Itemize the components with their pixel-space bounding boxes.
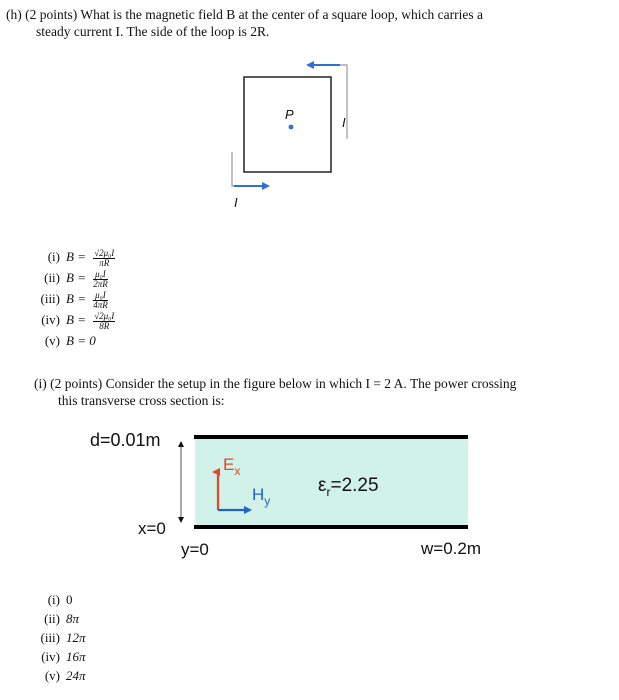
- fraction: $\frac{\text{μ₀I}}{2\pi R}$: [93, 268, 108, 289]
- fraction: $\frac{\text{√2μ₀I}}{\pi R}$: [94, 247, 115, 268]
- question-h-line1: (2 points) What is the magnetic field B at the center of a square loop, which carries a: [25, 7, 483, 22]
- x0-label: x=0: [138, 519, 166, 538]
- option-i-i[interactable]: (i) 0: [47, 592, 73, 607]
- fraction: $\frac{\text{μ₀I}}{4\pi R}$: [93, 289, 108, 310]
- question-h-text: [6, 6, 596, 40]
- lower-lead-wire: [232, 152, 266, 186]
- question-h-label: (h): [6, 7, 22, 22]
- current-label-right: I: [342, 115, 346, 130]
- hy-label: $H_y$: [252, 485, 271, 508]
- question-h-line2: steady current I. The side of the loop is 2R.: [36, 24, 270, 39]
- question-i-line1: (2 points) Consider the setup in the figure below in which I = 2 A. The power crossing: [50, 376, 517, 391]
- w-label: w=0.2m: [421, 539, 481, 558]
- option-h-iii[interactable]: (iii) B = $\frac{\text{μ₀I}}{4\pi R}$: [40, 289, 108, 310]
- option-i-v[interactable]: (v) 24π: [44, 668, 86, 683]
- option-h-i[interactable]: (i) B = $\frac{\text{√2μ₀I}}{\pi R}$: [47, 247, 115, 268]
- option-i-ii[interactable]: (ii) 8π: [44, 611, 80, 626]
- question-i-label: (i): [34, 376, 47, 391]
- d-label: d=0.01m: [90, 430, 161, 450]
- option-i-iv[interactable]: (iv) 16π: [41, 649, 86, 664]
- permittivity-label: $\varepsilon_r=2.25$: [318, 475, 379, 499]
- question-i-text: [36, 375, 596, 409]
- question-i-options: [20, 590, 86, 685]
- ex-label: $E_x$: [223, 455, 241, 478]
- option-i-iii[interactable]: (iii) 12π: [40, 630, 86, 645]
- option-h-iv[interactable]: (iv) B = $\frac{\text{√2μ₀I}}{8R}$: [41, 310, 115, 331]
- square-loop: [244, 77, 331, 172]
- question-h-options: [20, 246, 115, 351]
- point-p-label: P: [285, 107, 294, 122]
- question-i-line2: this transverse cross section is:: [58, 393, 225, 408]
- fraction: $\frac{\text{√2μ₀I}}{8R}$: [94, 310, 115, 331]
- y0-label: y=0: [181, 540, 209, 559]
- point-p-dot: [289, 125, 294, 130]
- option-h-ii[interactable]: (ii) B = $\frac{\text{μ₀I}}{2\pi R}$: [44, 268, 108, 289]
- parallel-plate-figure: [80, 420, 520, 570]
- square-loop-figure: [220, 55, 380, 215]
- current-label-bottom: I: [234, 195, 238, 210]
- option-h-v[interactable]: (v) B = 0: [44, 333, 96, 348]
